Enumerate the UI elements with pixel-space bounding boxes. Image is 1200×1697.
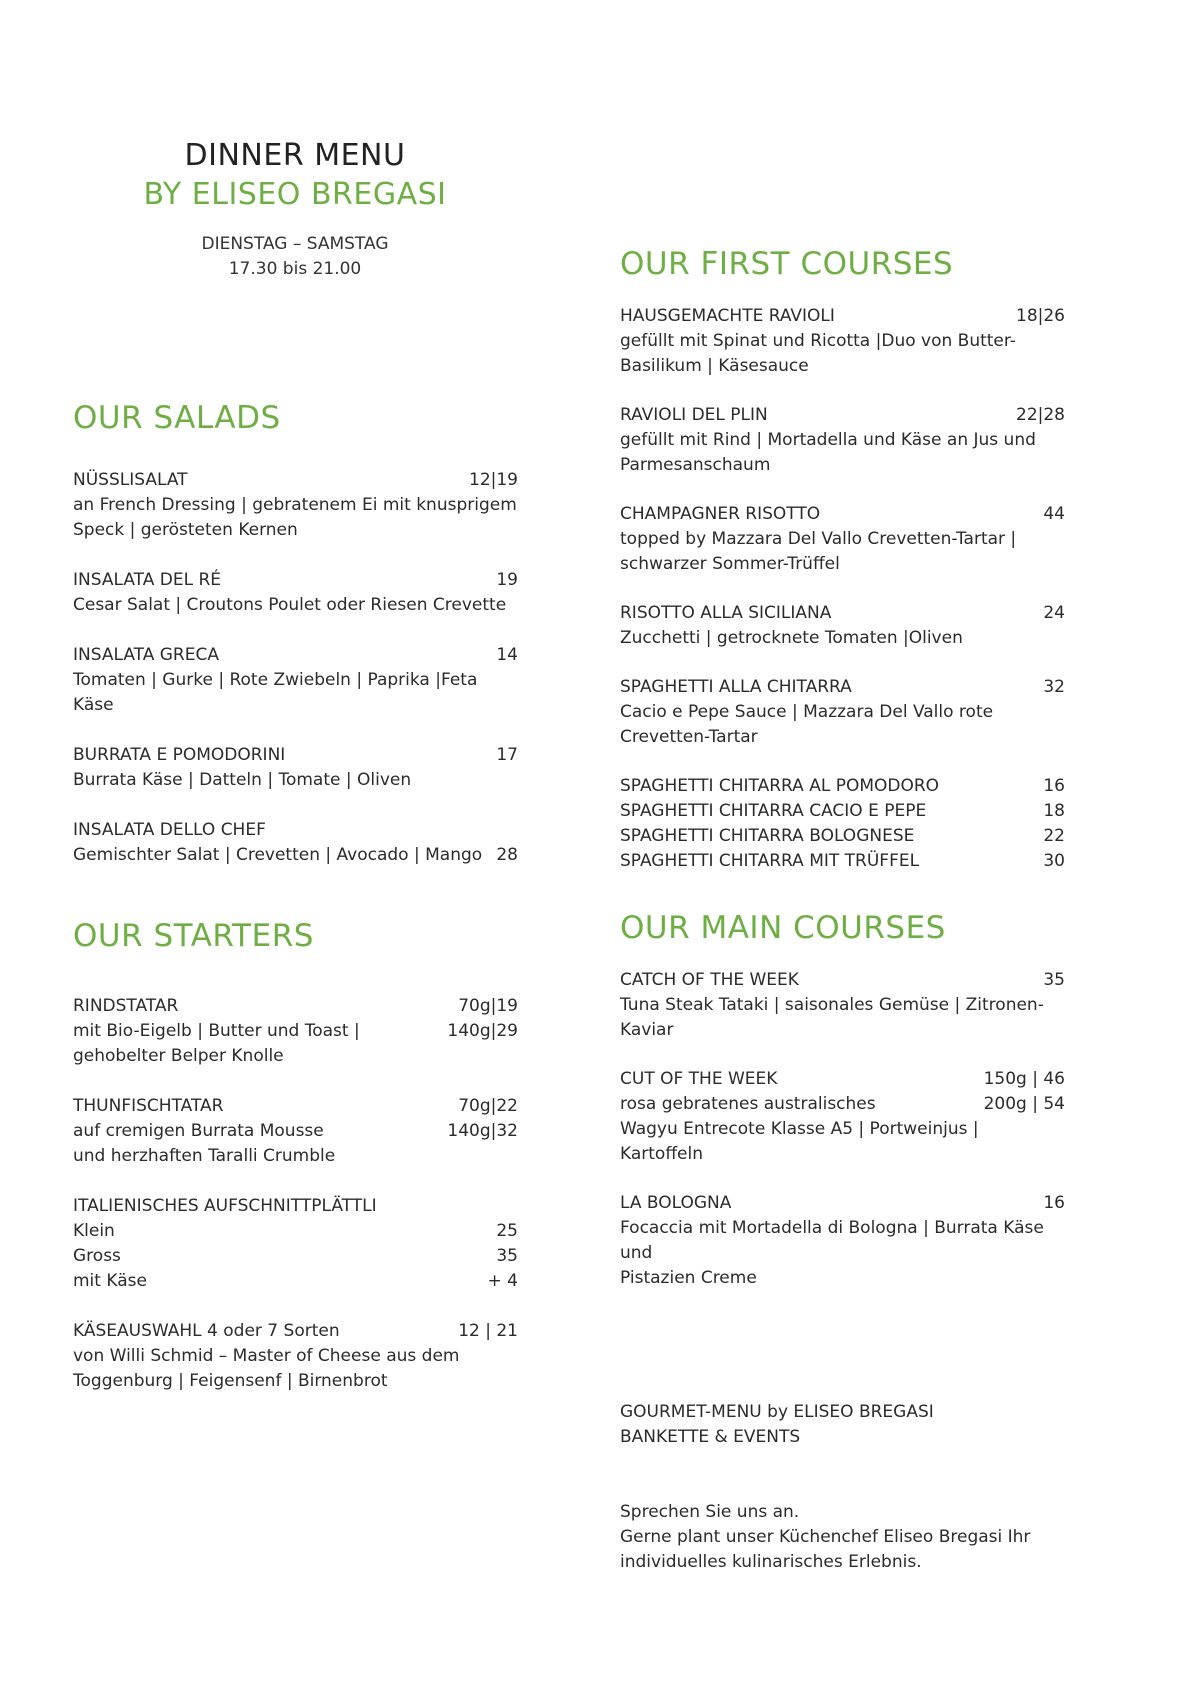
item-description: Kaviar: [620, 1020, 674, 1040]
item-description: Toggenburg | Feigensenf | Birnenbrot: [73, 1371, 388, 1391]
item-price: 24: [1043, 603, 1065, 623]
item-price: 70g|19: [458, 996, 518, 1016]
item-name: CUT OF THE WEEK: [620, 1069, 778, 1089]
starters-section: [73, 918, 518, 1394]
menu-item: [73, 468, 518, 543]
menu-item: [620, 502, 1065, 577]
item-description: auf cremigen Burrata Mousse: [73, 1121, 324, 1141]
item-price: 140g|29: [447, 1021, 518, 1041]
item-price: 35: [1043, 970, 1065, 990]
main-courses-title: OUR MAIN COURSES: [620, 910, 946, 946]
item-name: HAUSGEMACHTE RAVIOLI: [620, 306, 835, 326]
list-item: [620, 774, 1065, 799]
menu-item: [620, 304, 1065, 379]
menu-item: [620, 675, 1065, 750]
item-description: Cacio e Pepe Sauce | Mazzara Del Vallo rote: [620, 702, 994, 722]
salads-section: [73, 400, 518, 868]
item-price: 19: [496, 570, 518, 590]
item-name: SPAGHETTI CHITARRA AL POMODORO: [620, 776, 940, 796]
item-description: schwarzer Sommer-Trüffel: [620, 554, 840, 574]
opening-hours: 17.30 bis 21.00: [228, 259, 362, 279]
menu-header: [95, 138, 495, 282]
contact-line: Sprechen Sie uns an.: [620, 1502, 800, 1522]
gourmet-menu-line: GOURMET-MENU by ELISEO BREGASI: [620, 1402, 934, 1422]
main-courses-section: [620, 910, 1065, 1291]
item-description: Basilikum | Käsesauce: [620, 356, 809, 376]
menu-item: [73, 743, 518, 793]
item-price: 16: [1043, 776, 1065, 796]
list-item: [620, 799, 1065, 824]
item-price: 30: [1043, 851, 1065, 871]
item-description: topped by Mazzara Del Vallo Crevetten-Tartar |: [620, 529, 1017, 549]
chef-byline: BY ELISEO BREGASI: [143, 177, 447, 212]
item-description: mit Bio-Eigelb | Butter und Toast |: [73, 1021, 360, 1041]
menu-item: [73, 994, 518, 1069]
menu-item: [620, 601, 1065, 651]
menu-item: [73, 1094, 518, 1169]
menu-item: [73, 643, 518, 718]
banquets-line: BANKETTE & EVENTS: [620, 1427, 801, 1447]
item-name: INSALATA DELLO CHEF: [73, 820, 266, 840]
opening-days: DIENSTAG – SAMSTAG: [201, 234, 389, 254]
item-name: SPAGHETTI CHITARRA CACIO E PEPE: [620, 801, 927, 821]
spaghetti-list: [620, 774, 1065, 874]
item-option: Gross: [73, 1246, 121, 1266]
item-price: 70g|22: [458, 1096, 518, 1116]
item-price: 140g|32: [447, 1121, 518, 1141]
menu-item: [73, 1319, 518, 1394]
item-description: rosa gebratenes australisches: [620, 1094, 876, 1114]
item-description: gefüllt mit Rind | Mortadella und Käse an Jus und: [620, 430, 1036, 450]
item-description: Wagyu Entrecote Klasse A5 | Portweinjus | Kartoffeln: [620, 1119, 979, 1164]
item-description: und herzhaften Taralli Crumble: [73, 1146, 336, 1166]
item-price: 18: [1043, 801, 1065, 821]
item-name: INSALATA DEL RÉ: [73, 570, 221, 590]
item-name: RAVIOLI DEL PLIN: [620, 405, 768, 425]
item-price: 12|19: [469, 470, 518, 490]
menu-item: [620, 1067, 1065, 1167]
starters-title: OUR STARTERS: [73, 918, 314, 954]
item-description: Zucchetti | getrocknete Tomaten |Oliven: [620, 628, 963, 648]
item-name: NÜSSLISALAT: [73, 470, 188, 490]
salads-title: OUR SALADS: [73, 400, 281, 436]
item-option: Klein: [73, 1221, 115, 1241]
menu-item: [73, 1194, 518, 1294]
item-price: 150g | 46: [983, 1069, 1065, 1089]
item-name: RISOTTO ALLA SICILIANA: [620, 603, 832, 623]
chef-note-line: individuelles kulinarisches Erlebnis.: [620, 1552, 922, 1572]
item-description: Parmesanschaum: [620, 455, 771, 475]
item-description: gefüllt mit Spinat und Ricotta |Duo von Butter-: [620, 331, 1016, 351]
item-name: ITALIENISCHES AUFSCHNITTPLÄTTLI: [73, 1196, 377, 1216]
item-description: Crevetten-Tartar: [620, 727, 758, 747]
item-name: SPAGHETTI CHITARRA MIT TRÜFFEL: [620, 851, 920, 871]
menu-title: DINNER MENU: [184, 138, 406, 173]
item-price: + 4: [487, 1271, 518, 1291]
item-name: BURRATA E POMODORINI: [73, 745, 286, 765]
item-description: Tuna Steak Tataki | saisonales Gemüse | Zitronen-: [620, 995, 1044, 1015]
item-name: SPAGHETTI CHITARRA BOLOGNESE: [620, 826, 915, 846]
first-courses-title: OUR FIRST COURSES: [620, 246, 954, 282]
menu-item: [73, 568, 518, 618]
item-description: von Willi Schmid – Master of Cheese aus dem: [73, 1346, 460, 1366]
item-name: RINDSTATAR: [73, 996, 179, 1016]
item-price: 44: [1043, 504, 1065, 524]
item-description: Burrata Käse | Datteln | Tomate | Oliven: [73, 770, 412, 790]
item-price: 14: [496, 645, 518, 665]
item-price: 18|26: [1016, 306, 1065, 326]
chef-note-line: Gerne plant unser Küchenchef Eliseo Bregasi Ihr: [620, 1527, 1031, 1547]
menu-item: [73, 818, 518, 868]
item-name: THUNFISCHTATAR: [73, 1096, 224, 1116]
item-price: 12 | 21: [458, 1321, 518, 1341]
item-price: 16: [1043, 1193, 1065, 1213]
item-price: 22|28: [1016, 405, 1065, 425]
item-price: 35: [496, 1246, 518, 1266]
item-option: mit Käse: [73, 1271, 147, 1291]
first-courses-section: [620, 246, 1065, 874]
item-name: KÄSEAUSWAHL 4 oder 7 Sorten: [73, 1321, 340, 1341]
item-description: Tomaten | Gurke | Rote Zwiebeln | Paprika |Feta Käse: [73, 670, 478, 715]
item-price: 17: [496, 745, 518, 765]
list-item: [620, 824, 1065, 849]
item-description: Speck | gerösteten Kernen: [73, 520, 298, 540]
item-name: INSALATA GRECA: [73, 645, 219, 665]
menu-item: [620, 968, 1065, 1043]
item-name: SPAGHETTI ALLA CHITARRA: [620, 677, 852, 697]
item-description: an French Dressing | gebratenem Ei mit knusprigem: [73, 495, 517, 515]
item-description: Cesar Salat | Croutons Poulet oder Riesen Crevette: [73, 595, 507, 615]
list-item: [620, 849, 1065, 874]
item-description: Gemischter Salat | Crevetten | Avocado | Mango: [73, 845, 483, 865]
item-description: gehobelter Belper Knolle: [73, 1046, 284, 1066]
item-description: Focaccia mit Mortadella di Bologna | Burrata Käse und: [620, 1218, 1044, 1263]
item-description: Pistazien Creme: [620, 1268, 757, 1288]
menu-item: [620, 403, 1065, 478]
item-price: 28: [496, 845, 518, 865]
menu-item: [620, 1191, 1065, 1291]
item-price: 32: [1043, 677, 1065, 697]
item-name: CHAMPAGNER RISOTTO: [620, 504, 821, 524]
footer-info: [620, 1400, 1065, 1575]
item-name: CATCH OF THE WEEK: [620, 970, 799, 990]
item-price: 200g | 54: [983, 1094, 1065, 1114]
item-price: 25: [496, 1221, 518, 1241]
item-name: LA BOLOGNA: [620, 1193, 732, 1213]
item-price: 22: [1043, 826, 1065, 846]
